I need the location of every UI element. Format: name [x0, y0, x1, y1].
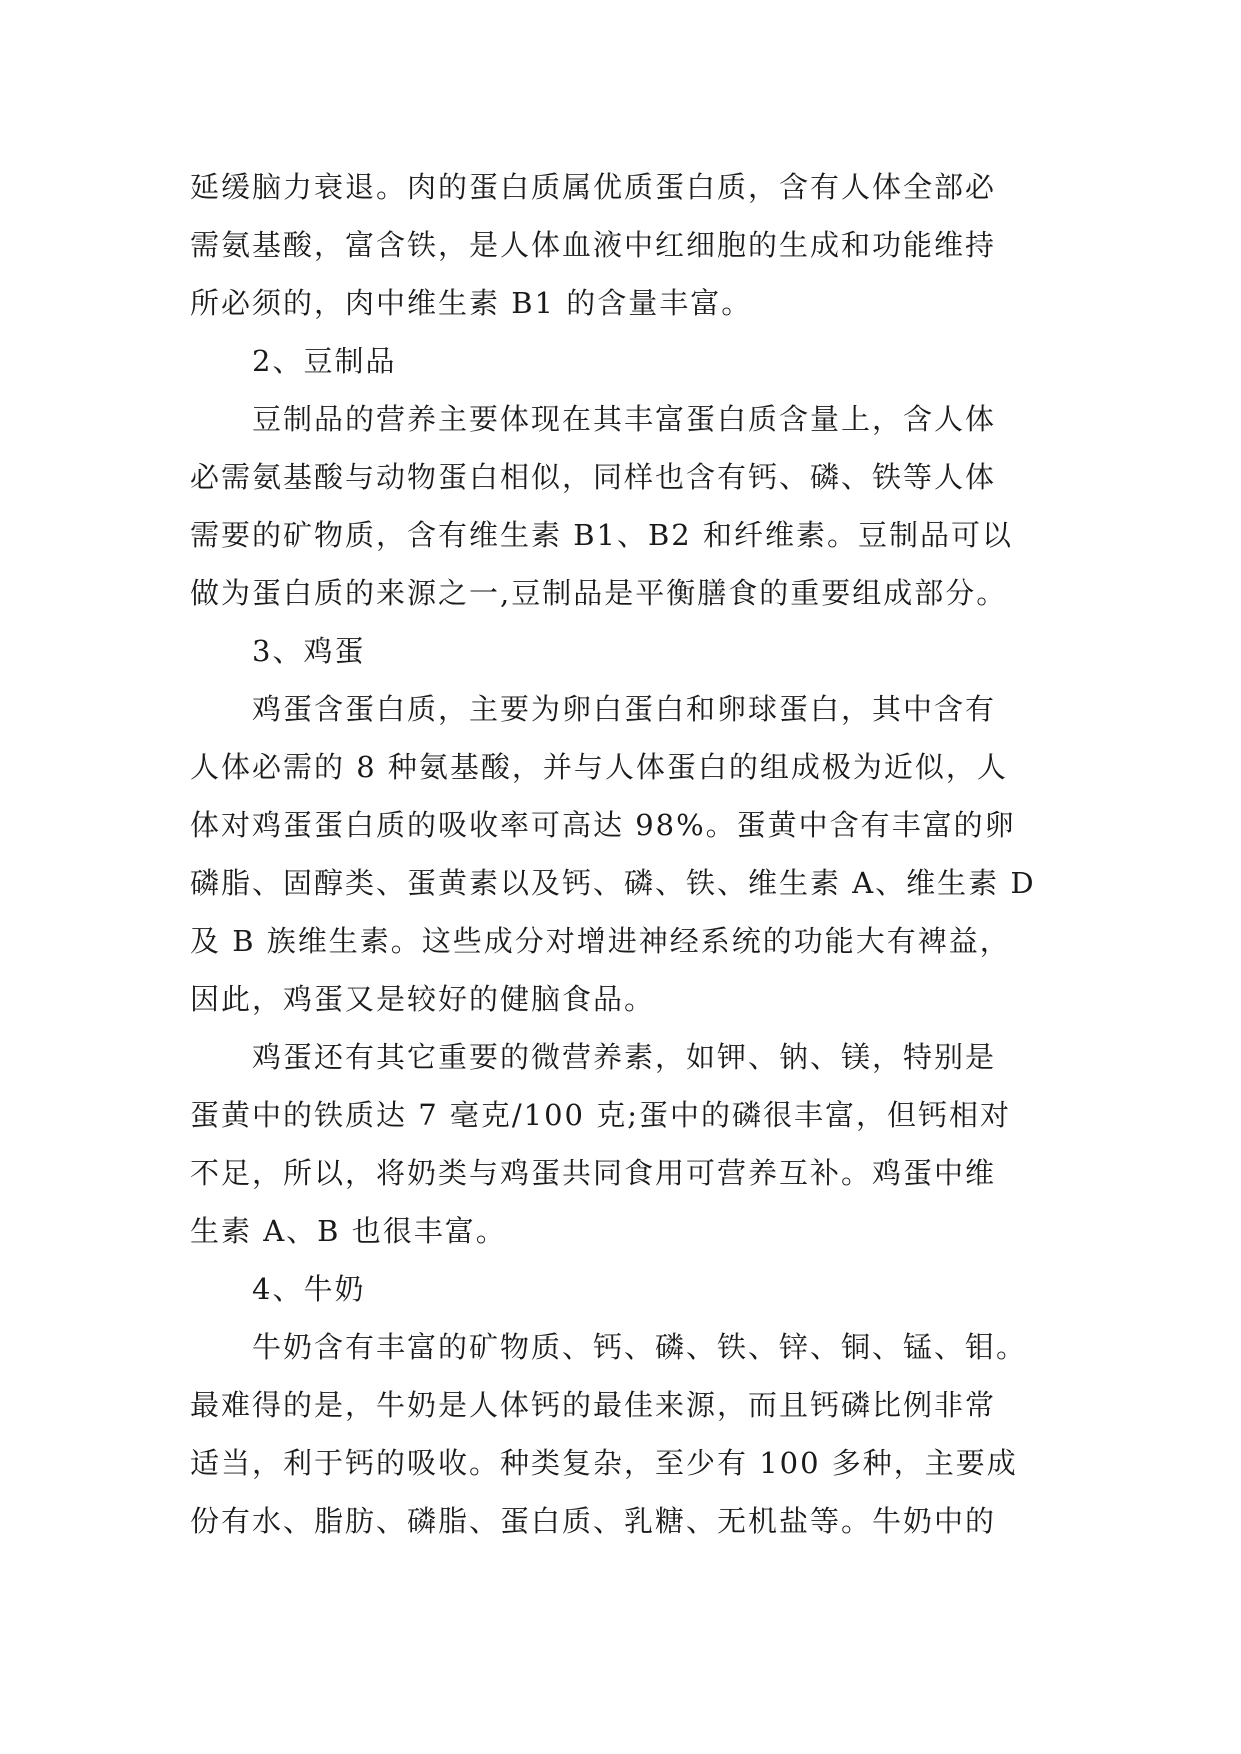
text-line: 体对鸡蛋蛋白质的吸收率可高达 98%。蛋黄中含有丰富的卵	[190, 808, 1016, 842]
text-line: 适当，利于钙的吸收。种类复杂，至少有 100 多种，主要成	[190, 1446, 1018, 1480]
text-line: 及 B 族维生素。这些成分对增进神经系统的功能大有裨益，	[190, 924, 1011, 958]
text-line: 所必须的，肉中维生素 B1 的含量丰富。	[190, 286, 753, 320]
text-line: 必需氨基酸与动物蛋白相似，同样也含有钙、磷、铁等人体	[190, 460, 997, 494]
text-line: 最难得的是，牛奶是人体钙的最佳来源，而且钙磷比例非常	[190, 1388, 997, 1422]
section-heading: 2、豆制品	[252, 344, 397, 378]
text-line: 人体必需的 8 种氨基酸，并与人体蛋白的组成极为近似，人	[190, 750, 1008, 784]
section-heading: 3、鸡蛋	[252, 634, 366, 668]
section-heading: 4、牛奶	[252, 1272, 366, 1306]
document-body	[190, 158, 1060, 1550]
text-line: 生素 A、B 也很丰富。	[190, 1214, 507, 1248]
text-line: 蛋黄中的铁质达 7 毫克/100 克;蛋中的磷很丰富，但钙相对	[190, 1098, 1011, 1132]
text-line: 需要的矿物质，含有维生素 B1、B2 和纤维素。豆制品可以	[190, 518, 1013, 552]
text-line: 鸡蛋含蛋白质，主要为卵白蛋白和卵球蛋白，其中含有	[252, 692, 997, 726]
text-line: 延缓脑力衰退。肉的蛋白质属优质蛋白质，含有人体全部必	[190, 170, 997, 204]
text-line: 豆制品的营养主要体现在其丰富蛋白质含量上，含人体	[252, 402, 997, 436]
text-line: 鸡蛋还有其它重要的微营养素，如钾、钠、镁，特别是	[252, 1040, 997, 1074]
text-line: 因此，鸡蛋又是较好的健脑食品。	[190, 982, 656, 1016]
text-line: 牛奶含有丰富的矿物质、钙、磷、铁、锌、铜、锰、钼。	[252, 1330, 1028, 1364]
text-line: 份有水、脂肪、磷脂、蛋白质、乳糖、无机盐等。牛奶中的	[190, 1504, 997, 1538]
text-line: 不足，所以，将奶类与鸡蛋共同食用可营养互补。鸡蛋中维	[190, 1156, 997, 1190]
text-line: 需氨基酸，富含铁，是人体血液中红细胞的生成和功能维持	[190, 228, 997, 262]
text-line: 磷脂、固醇类、蛋黄素以及钙、磷、铁、维生素 A、维生素 D	[190, 866, 1036, 900]
text-line: 做为蛋白质的来源之一,豆制品是平衡膳食的重要组成部分。	[190, 576, 1008, 610]
